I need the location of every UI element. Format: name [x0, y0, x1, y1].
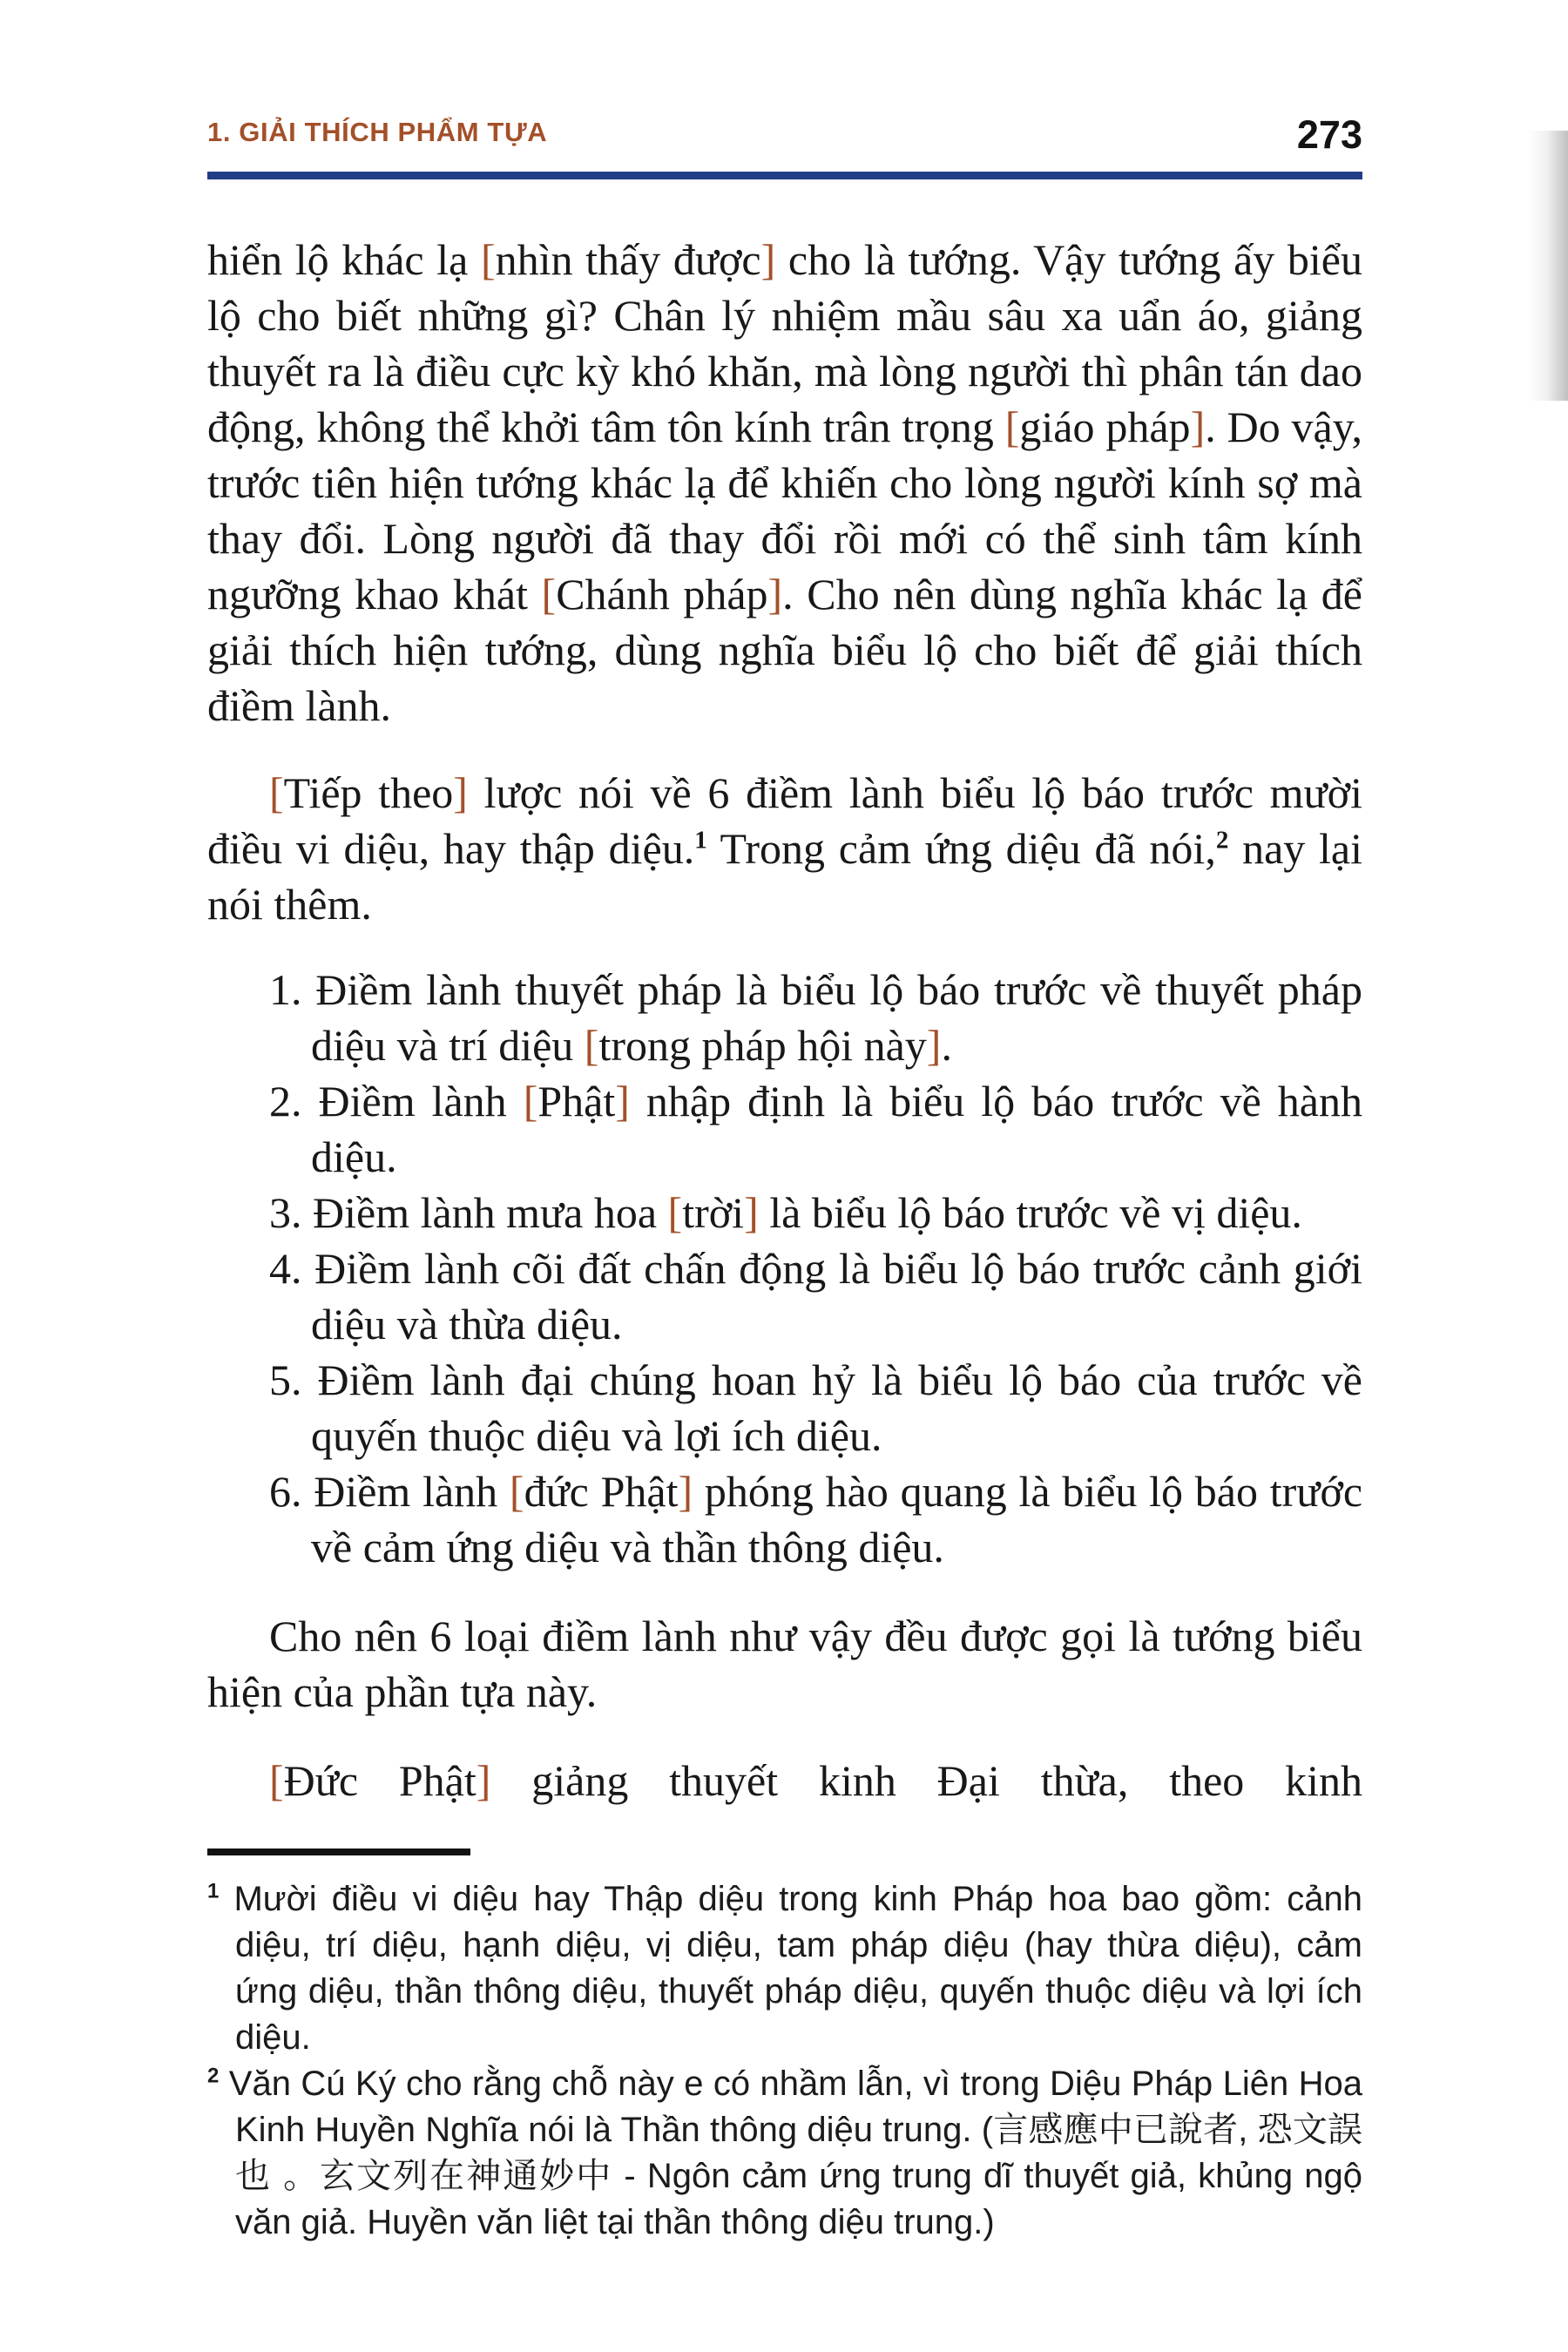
numbered-list-item: 1. Điềm lành thuyết pháp là biểu lộ báo trước về thuyết pháp diệu và trí diệu [trong pháp hội này].: [269, 965, 1362, 1070]
closing-paragraphs: [207, 1608, 1362, 1808]
body-paragraph: Cho nên 6 loại điềm lành như vậy đều được gọi là tướng biểu hiện của phần tựa này.: [207, 1612, 1362, 1716]
footnote: $^2$ Văn Cú Ký cho rằng chỗ này e có nhầm lẫn, vì trong Diệu Pháp Liên Hoa Kinh Huyền Nghĩa nói là Thần thông diệu trung. (言感應中已說者, 恐文誤也 。玄文列在神通妙中 - Ngôn cảm ứng trung dĩ thuyết giả, khủng ngộ văn giả. Huyền văn liệt tại thần thông diệu trung.): [207, 2064, 1362, 2241]
list-item-number: 3.: [269, 1188, 302, 1237]
footnote: $^1$ Mười điều vi diệu hay Thập diệu trong kinh Pháp hoa bao gồm: cảnh diệu, trí diệu, hạnh diệu, vị diệu, tam pháp diệu (hay thừa diệu), cảm ứng diệu, thần thông diệu, thuyết pháp diệu, quyến thuộc diệu và lợi ích diệu.: [207, 1879, 1362, 2057]
numbered-list-item: 5. Điềm lành đại chúng hoan hỷ là biểu lộ báo của trước về quyến thuộc diệu và lợi ích diệu.: [269, 1355, 1362, 1460]
footnotes-block: [207, 1848, 1362, 2246]
list-item-number: 2.: [269, 1077, 302, 1125]
numbered-list-item: 4. Điềm lành cõi đất chấn động là biểu lộ báo trước cảnh giới diệu và thừa diệu.: [269, 1244, 1362, 1348]
footnote-marker: 1: [207, 1879, 220, 1903]
list-item-number: 6.: [269, 1467, 302, 1516]
body-paragraph: [Tiếp theo] lược nói về 6 điềm lành biểu lộ báo trước mười điều vi diệu, hay thập diệu.$^1$ Trong cảm ứng diệu đã nói,$^2$ nay lại nói thêm.: [207, 768, 1363, 929]
footnote-separator: [207, 1848, 470, 1855]
omens-numbered-list: [207, 962, 1362, 1575]
footnote-marker: 2: [207, 2064, 220, 2088]
body-text: [207, 232, 1362, 1808]
running-header: [207, 112, 1362, 157]
header-rule: [207, 172, 1362, 179]
scan-artifact-shadow: [1528, 131, 1568, 401]
numbered-list-item: 3. Điềm lành mưa hoa [trời] là biểu lộ báo trước về vị diệu.: [269, 1188, 1302, 1237]
running-header-title: 1. GIẢI THÍCH PHẨM TỰA: [207, 117, 548, 147]
list-item-number: 4.: [269, 1244, 302, 1293]
list-item-number: 5.: [269, 1355, 302, 1404]
opening-paragraphs: [207, 232, 1362, 932]
body-paragraph: [Đức Phật] giảng thuyết kinh Đại thừa, theo kinh: [269, 1756, 1362, 1805]
footnote-list: [207, 1876, 1362, 2246]
numbered-list-item: 6. Điềm lành [đức Phật] phóng hào quang là biểu lộ báo trước về cảm ứng diệu và thần thông diệu.: [269, 1467, 1363, 1571]
numbered-list-item: 2. Điềm lành [Phật] nhập định là biểu lộ báo trước về hành diệu.: [269, 1077, 1362, 1181]
list-item-number: 1.: [269, 965, 302, 1014]
body-paragraph: hiển lộ khác lạ [nhìn thấy được] cho là tướng. Vậy tướng ấy biểu lộ cho biết những gì? Chân lý nhiệm mầu sâu xa uẩn áo, giảng thuyết ra là điều cực kỳ khó khăn, mà lòng người thì phân tán dao động, không thể khởi tâm tôn kính trân trọng [giáo pháp]. Do vậy, trước tiên hiện tướng khác lạ để khiến cho lòng người kính sợ mà thay đổi. Lòng người đã thay đổi rồi mới có thể sinh tâm kính ngưỡng khao khát [Chánh pháp]. Cho nên dùng nghĩa khác lạ để giải thích hiện tướng, dùng nghĩa biểu lộ cho biết để giải thích điềm lành.: [207, 235, 1363, 730]
page-number: 273: [1296, 112, 1362, 157]
